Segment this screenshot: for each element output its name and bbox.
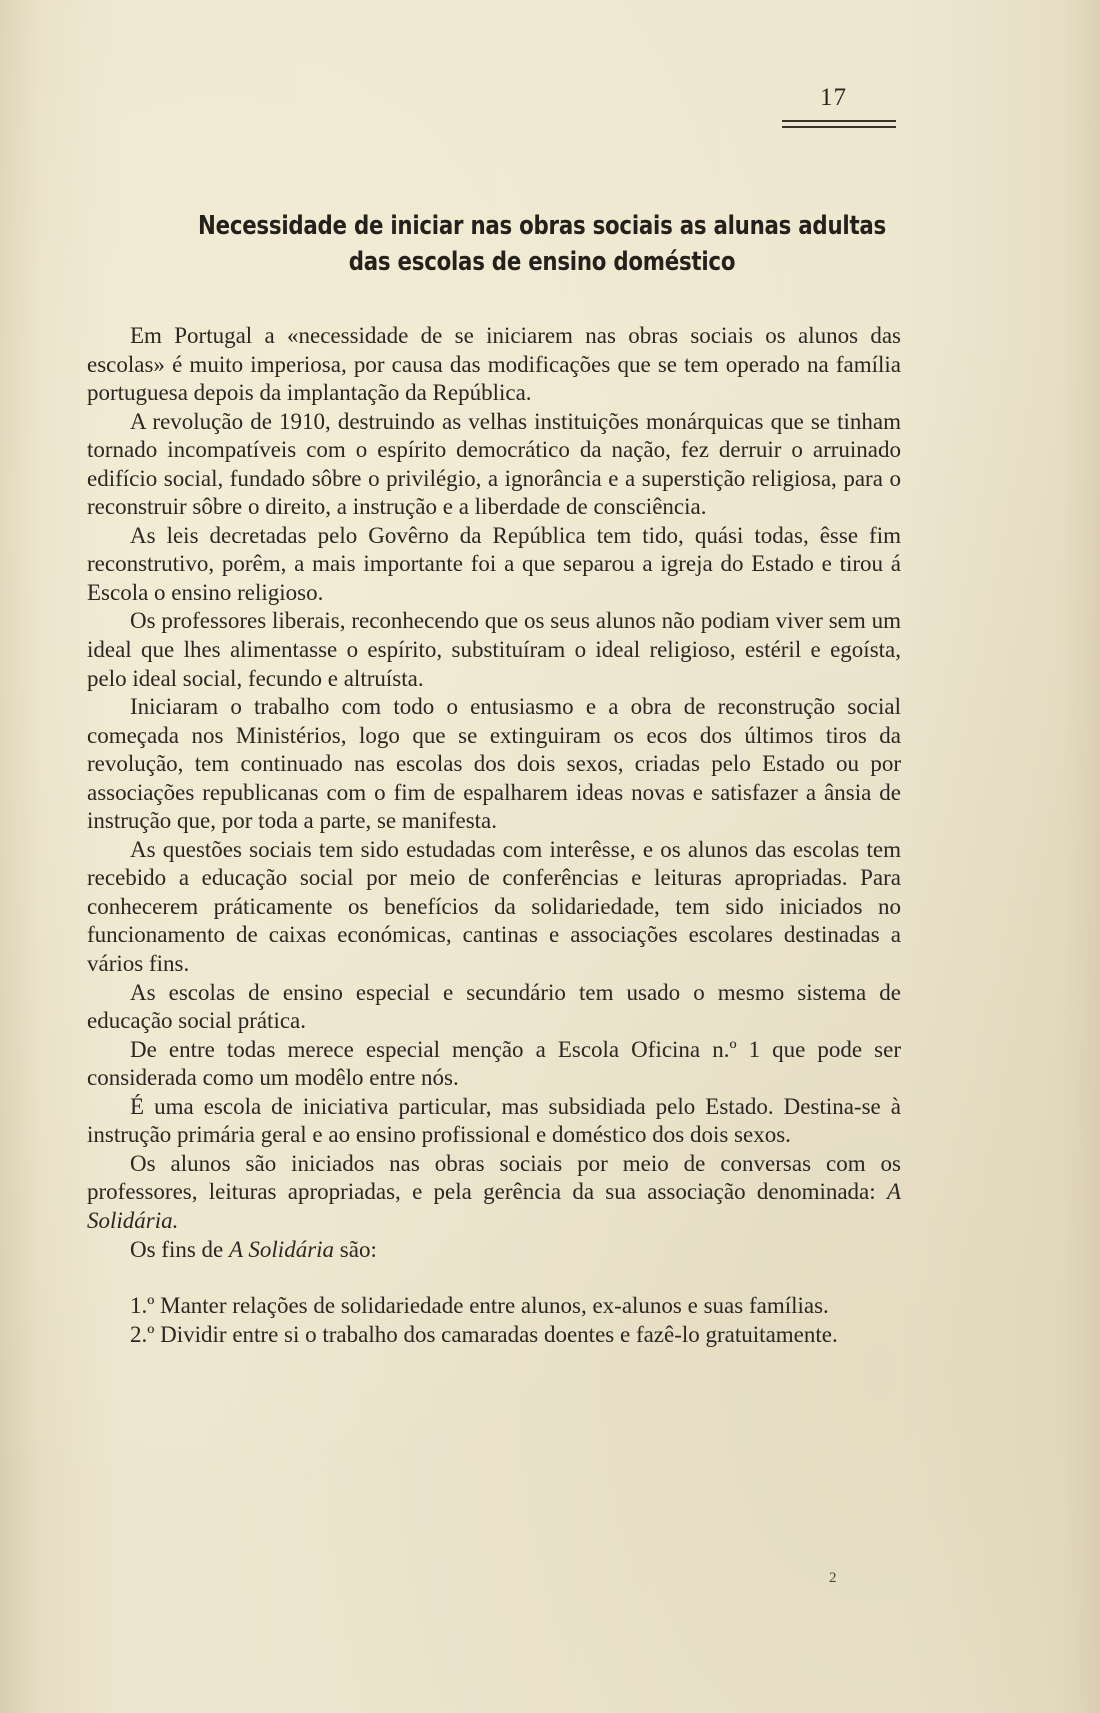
page-number-rule-top — [782, 120, 896, 122]
paragraph: É uma escola de iniciativa particular, mas subsidiada pelo Estado. Destina-se à instrução primária geral e ao ensino profissional e doméstico dos dois sexos. — [87, 1093, 901, 1148]
paragraph-association-text: Os alunos são iniciados nas obras sociais por meio de conversas com os professores, leituras apropriadas, e pela gerência da sua associação denominada: — [87, 1150, 901, 1205]
paragraph: De entre todas merece especial menção a Escola Oficina n.º 1 que pode ser considerada como um modêlo entre nós. — [87, 1036, 901, 1091]
paragraph: As leis decretadas pelo Govêrno da República tem tido, quási todas, êsse fim reconstrutivo, porêm, a mais importante foi a que separou a igreja do Estado e tirou á Escola o ensino religioso. — [87, 522, 901, 605]
paragraph: A revolução de 1910, destruindo as velhas instituições monárquicas que se tinham tornado incompatíveis com o espírito democrático da nação, fez derruir o arruinado edifício social, fundado sôbre o privilégio, a ignorância e a superstição religiosa, para o reconstruir sôbre o direito, a instrução e a liberdade de consciência. — [87, 408, 901, 520]
body-text — [87, 322, 901, 1349]
paragraph-fins-tail: são: — [334, 1236, 377, 1262]
paragraph: Em Portugal a «necessidade de se iniciarem nas obras sociais os alunos das escolas» é muito imperiosa, por causa das modificações que se tem operado na família portuguesa depois da implantação da República. — [87, 323, 901, 406]
page-number: 17 — [820, 84, 847, 111]
section-heading — [170, 208, 915, 280]
section-heading-line-1: Necessidade de iniciar nas obras sociais as alunas adultas — [198, 211, 886, 241]
paragraph: As escolas de ensino especial e secundário tem usado o mesmo sistema de educação social prática. — [87, 979, 901, 1034]
association-name-inline: A Solidária — [229, 1236, 335, 1262]
page-number-rule-bottom — [782, 126, 896, 128]
enumerated-item-1: 1.º Manter relações de solidariedade entre alunos, ex-alunos e suas famílias. — [130, 1293, 829, 1319]
association-name: A Solidária. — [87, 1179, 901, 1233]
paragraph: As questões sociais tem sido estudadas com interêsse, e os alunos das escolas tem recebido a educação social por meio de conferências e leituras apropriadas. Para conhecerem práticamente os benefícios da solidariedade, tem sido iniciados no funcionamento de caixas económicas, cantinas e associações escolares destinadas a vários fins. — [87, 836, 901, 977]
paragraph: Os professores liberais, reconhecendo que os seus alunos não podiam viver sem um ideal que lhes alimentasse o espírito, substituíram o ideal religioso, estéril e egoísta, pelo ideal social, fecundo e altruísta. — [87, 608, 901, 691]
paragraph-association — [87, 1150, 901, 1236]
section-heading-line-2: das escolas de ensino doméstico — [348, 247, 736, 277]
enumerated-item-2: 2.º Dividir entre si o trabalho dos camaradas doentes e fazê-lo gratuitamente. — [130, 1321, 838, 1347]
paragraph: Iniciaram o trabalho com todo o entusiasmo e a obra de reconstrução social começada nos Ministérios, logo que se extinguiram os ecos dos últimos tiros da revolução, tem continuado nas escolas dos dois sexos, criadas pelo Estado ou por associações republicanas com o fim de espalharem ideas novas e satisfazer a ânsia de instrução que, por toda a parte, se manifesta. — [87, 694, 901, 834]
signature-mark: 2 — [829, 1570, 837, 1586]
paragraph-fins-lead: Os fins de — [130, 1236, 230, 1262]
paragraph-fins — [87, 1236, 901, 1265]
